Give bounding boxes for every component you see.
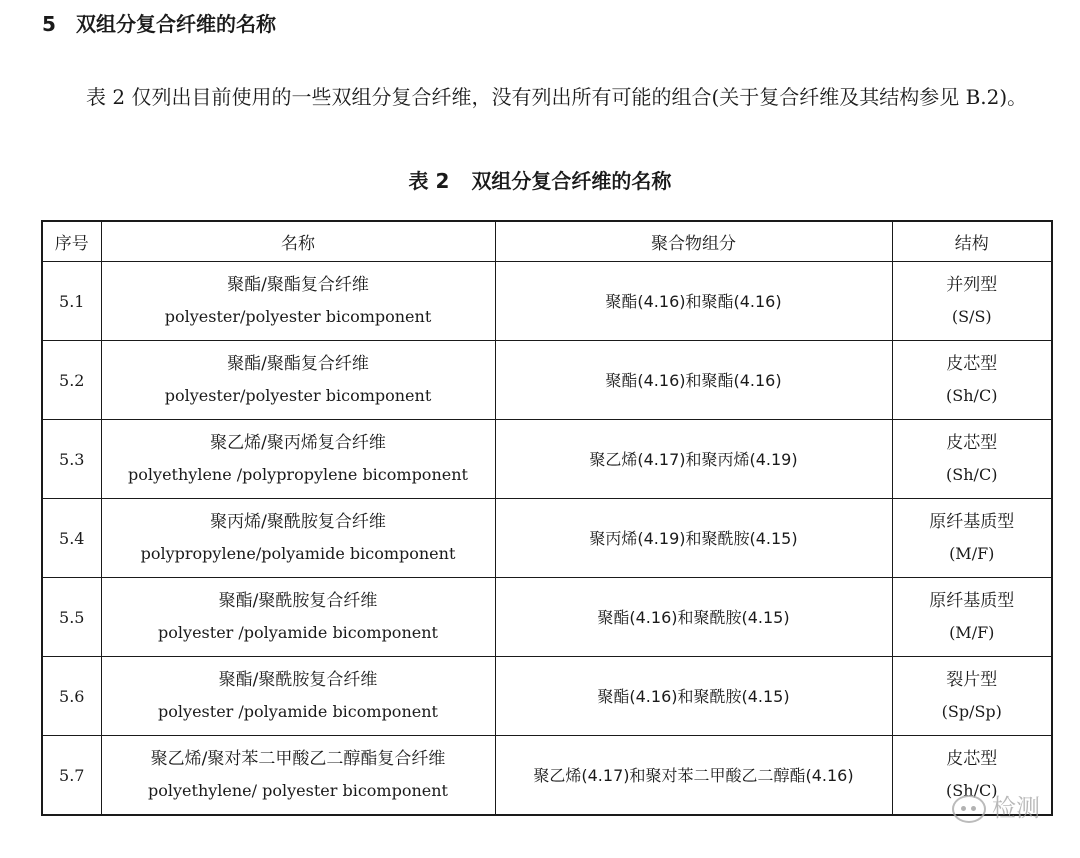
components-text: 聚乙烯(4.17)和聚丙烯(4.19) (589, 449, 798, 469)
components-text: 聚酯(4.16)和聚酰胺(4.15) (597, 607, 790, 627)
table-row (42, 499, 1052, 578)
bicomponent-fiber-table (41, 220, 1053, 816)
components-text: 聚酯(4.16)和聚酰胺(4.15) (597, 686, 790, 706)
row-structure (892, 262, 1052, 341)
name-en: polyester/polyester bicomponent (164, 386, 432, 405)
name-cn: 聚乙烯/聚丙烯复合纤维 (210, 433, 386, 453)
structure-cn: 原纤基质型 (929, 512, 1015, 532)
structure-code: (M/F) (949, 623, 995, 642)
table-row (42, 736, 1052, 816)
row-components (495, 736, 892, 816)
row-structure (892, 657, 1052, 736)
row-no: 5.3 (42, 420, 101, 499)
header-structure: 结构 (892, 221, 1052, 262)
watermark (952, 790, 1040, 826)
row-components (495, 341, 892, 420)
row-name (101, 578, 495, 657)
components-text: 聚丙烯(4.19)和聚酰胺(4.15) (589, 528, 798, 548)
name-cn: 聚酯/聚酰胺复合纤维 (218, 670, 378, 690)
name-en: polyester /polyamide bicomponent (158, 702, 438, 721)
row-structure (892, 341, 1052, 420)
structure-cn: 皮芯型 (946, 433, 998, 453)
table-row (42, 262, 1052, 341)
structure-cn: 皮芯型 (946, 354, 998, 374)
row-no: 5.2 (42, 341, 101, 420)
row-structure (892, 578, 1052, 657)
components-text: 聚酯(4.16)和聚酯(4.16) (605, 370, 782, 390)
components-text: 聚酯(4.16)和聚酯(4.16) (605, 291, 782, 311)
table-row (42, 341, 1052, 420)
row-no: 5.5 (42, 578, 101, 657)
table-row (42, 578, 1052, 657)
name-en: polyester /polyamide bicomponent (158, 623, 438, 642)
section-number: 5 (42, 12, 56, 36)
name-cn: 聚酯/聚酯复合纤维 (227, 275, 369, 295)
name-en: polyethylene/ polyester bicomponent (148, 781, 448, 800)
name-cn: 聚酯/聚酰胺复合纤维 (218, 591, 378, 611)
row-components (495, 420, 892, 499)
wechat-icon (952, 795, 986, 823)
name-cn: 聚丙烯/聚酰胺复合纤维 (210, 512, 386, 532)
structure-code: (M/F) (949, 544, 995, 563)
row-name (101, 499, 495, 578)
row-components (495, 499, 892, 578)
watermark-text: 检测 (992, 794, 1040, 822)
structure-cn: 并列型 (946, 275, 998, 295)
section-title: 双组分复合纤维的名称 (76, 12, 276, 36)
structure-code: (S/S) (951, 307, 992, 326)
row-structure (892, 420, 1052, 499)
header-no: 序号 (42, 221, 101, 262)
row-no: 5.6 (42, 657, 101, 736)
header-components: 聚合物组分 (495, 221, 892, 262)
row-structure (892, 499, 1052, 578)
row-no: 5.1 (42, 262, 101, 341)
row-components (495, 262, 892, 341)
table-label: 表 2 (408, 169, 450, 193)
structure-code: (Sh/C) (946, 781, 998, 800)
structure-cn: 裂片型 (946, 670, 998, 690)
row-components (495, 578, 892, 657)
row-name (101, 341, 495, 420)
section-heading (42, 10, 276, 38)
name-en: polyethylene /polypropylene bicomponent (128, 465, 468, 484)
structure-code: (Sp/Sp) (941, 702, 1002, 721)
row-name (101, 420, 495, 499)
intro-paragraph: 表 2 仅列出目前使用的一些双组分复合纤维，没有列出所有可能的组合(关于复合纤维及其结构参见 B.2)。 (86, 85, 1028, 109)
structure-cn: 原纤基质型 (929, 591, 1015, 611)
row-no: 5.4 (42, 499, 101, 578)
table-header-row (42, 221, 1052, 262)
structure-cn: 皮芯型 (946, 749, 998, 769)
name-cn: 聚酯/聚酯复合纤维 (227, 354, 369, 374)
row-components (495, 657, 892, 736)
table-title: 双组分复合纤维的名称 (471, 169, 672, 193)
components-text: 聚乙烯(4.17)和聚对苯二甲酸乙二醇酯(4.16) (533, 765, 854, 785)
structure-code: (Sh/C) (946, 386, 998, 405)
row-no: 5.7 (42, 736, 101, 816)
row-name (101, 657, 495, 736)
header-name: 名称 (101, 221, 495, 262)
name-en: polyester/polyester bicomponent (164, 307, 432, 326)
name-en: polypropylene/polyamide bicomponent (140, 544, 456, 563)
row-name (101, 736, 495, 816)
structure-code: (Sh/C) (946, 465, 998, 484)
table-row (42, 657, 1052, 736)
table-caption (0, 166, 1080, 196)
row-name (101, 262, 495, 341)
name-cn: 聚乙烯/聚对苯二甲酸乙二醇酯复合纤维 (150, 749, 446, 769)
table-row (42, 420, 1052, 499)
